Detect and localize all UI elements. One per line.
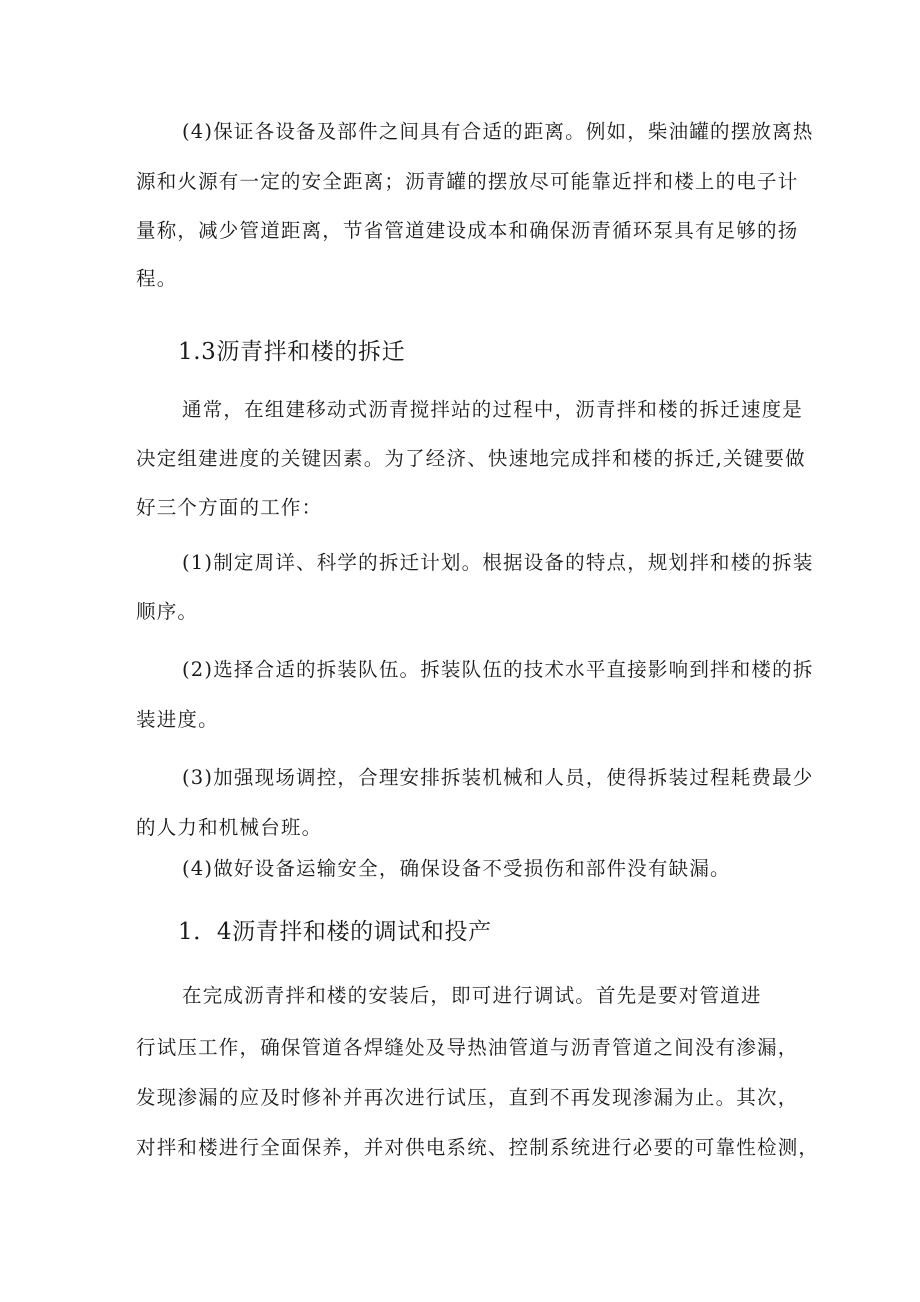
list-item-line: 顺序。 [136,600,199,623]
list-item-line: (4)做好设备运输安全，确保设备不受损伤和部件没有缺漏。 [182,857,731,880]
list-item-line: (2)选择合适的拆装队伍。拆装队伍的技术水平直接影响到拌和楼的拆 [182,658,814,681]
paragraph-line: 通常，在组建移动式沥青搅拌站的过程中，沥青拌和楼的拆迁速度是 [182,398,804,421]
list-item-line: 装进度。 [136,708,219,731]
paragraph-line: 好三个方面的工作： [136,496,323,519]
list-item-line: (3)加强现场调控，合理安排拆装机械和人员，使得拆装过程耗费最少 [182,766,814,789]
paragraph-line: 行试压工作，确保管道各焊缝处及导热油管道与沥青管道之间没有渗漏， [136,1036,799,1059]
paragraph-line: 发现渗漏的应及时修补并再次进行试压，直到不再发现渗漏为止。其次， [136,1086,799,1109]
paragraph-line: 对拌和楼进行全面保养，并对供电系统、控制系统进行必要的可靠性检测， [136,1136,820,1159]
section-heading: 1．4沥青拌和楼的调试和投产 [178,919,492,945]
paragraph-line: 量称，减少管道距离，节省管道建设成本和确保沥青循环泵具有足够的扬 [136,219,799,242]
paragraph-line: 程。 [136,267,178,290]
paragraph-line: 在完成沥青拌和楼的安装后，即可进行调试。首先是要对管道进 [182,984,762,1007]
section-heading: 1.3沥青拌和楼的拆迁 [178,339,406,365]
paragraph-line: 源和火源有一定的安全距离；沥青罐的摆放尽可能靠近拌和楼上的电子计 [136,170,799,193]
list-item-line: (1)制定周详、科学的拆迁计划。根据设备的特点，规划拌和楼的拆装 [182,551,814,574]
paragraph-line: (4)保证各设备及部件之间具有合适的距离。例如，柴油罐的摆放离热 [182,120,814,143]
paragraph-line: 决定组建进度的关键因素。为了经济、快速地完成拌和楼的拆迁,关键要做 [136,447,806,470]
list-item-line: 的人力和机械台班。 [136,816,323,839]
